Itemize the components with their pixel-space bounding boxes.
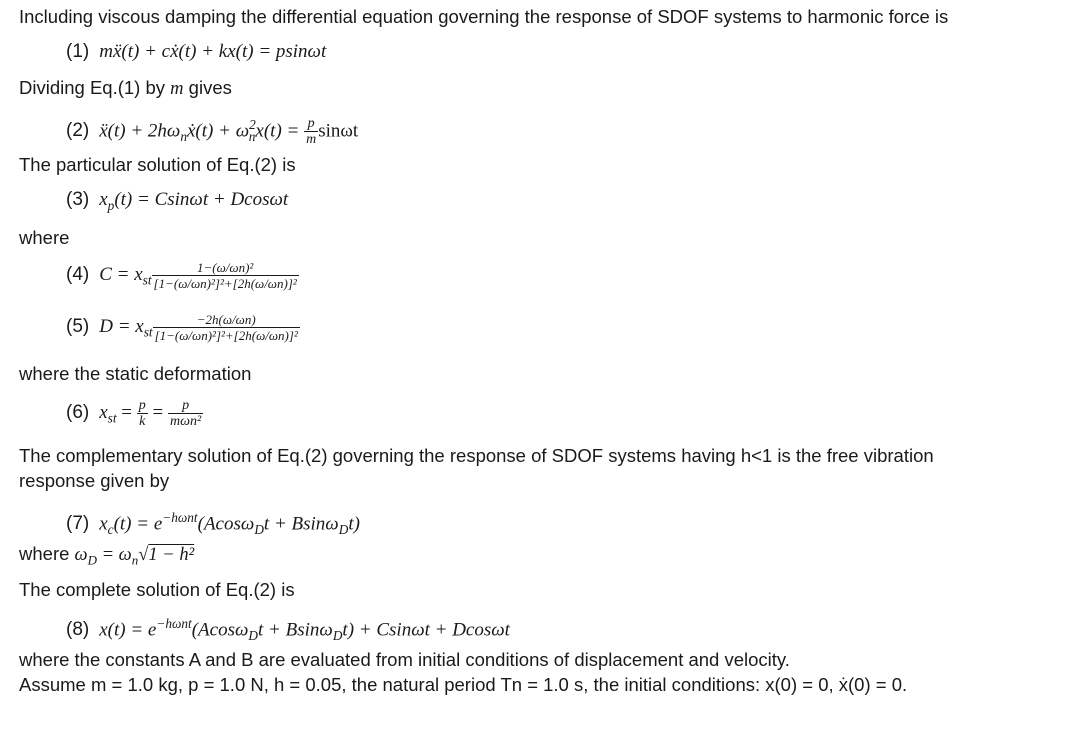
eq6-lhs-sub: st: [107, 410, 117, 426]
omega-d-prefix: where: [19, 543, 75, 564]
eq6-equals-1: =: [116, 401, 137, 423]
eq5-frac-den: [1−(ω/ωn)²]²+[2h(ω/ωn)]²: [154, 328, 298, 343]
eq6-lhs: x: [99, 401, 108, 423]
equation-number: (4): [66, 263, 90, 285]
complementary-text-2: response given by: [19, 470, 170, 491]
eq4-fraction: [152, 260, 299, 291]
equation-number: (8): [66, 619, 90, 641]
equation-1: [66, 39, 326, 65]
eq4-frac-num: 1−(ω/ωn)²: [197, 260, 254, 275]
eq8-rhs: (Acosω: [191, 619, 249, 641]
eq2-lhs2: ẋ(t) + ω: [187, 120, 250, 142]
eq2-frac-num: p: [307, 116, 315, 132]
eq8-exp: −hωnt: [156, 616, 192, 631]
equation-3: [66, 187, 288, 219]
eq7-rhs3: t): [348, 513, 360, 535]
equation-7: [66, 505, 360, 543]
divide-var: m: [170, 79, 184, 99]
eq4-frac-den: [1−(ω/ωn)²]²+[2h(ω/ωn)]²: [153, 276, 297, 291]
eq6-f1-den: k: [137, 413, 148, 429]
equation-number: (6): [66, 401, 90, 423]
static-text: where the static deformation: [19, 363, 252, 384]
equation-2: [66, 112, 358, 150]
eq7-rhs: (Acosω: [197, 513, 255, 535]
eq2-lhs3: x(t) =: [255, 120, 305, 142]
eq7-rhs2-sub: D: [338, 522, 349, 538]
eq6-f2-den: mωn²: [169, 414, 202, 429]
equation-8: [66, 611, 510, 649]
eq6-fraction-2: [168, 398, 203, 429]
eq2-fraction: [304, 116, 318, 147]
equation-4: [66, 260, 299, 294]
eq6-equals-2: =: [147, 401, 168, 423]
equation-number: (2): [66, 120, 90, 142]
eq2-rhs: sinωt: [318, 120, 359, 142]
omega-d-mid: = ω: [96, 545, 132, 565]
omega-d-definition: [19, 542, 194, 573]
divide-prefix: Dividing Eq.(1) by: [19, 77, 171, 98]
eq6-f2-num: p: [182, 398, 190, 413]
eq8-lhs: x(t) = e: [99, 619, 157, 641]
eq8-rhs2-sub: D: [332, 628, 343, 644]
constants-text: where the constants A and B are evaluated from initial conditions of displacement and velocity.: [19, 649, 790, 670]
eq7-lhs-sub: c: [107, 522, 114, 538]
omega-d-mid-sub: n: [131, 552, 139, 568]
intro-text: Including viscous damping the differential equation governing the response of SDOF systems to harmonic force is: [19, 6, 949, 27]
eq4-lhs-sub: st: [142, 272, 152, 288]
omega-d-lhs: ω: [74, 545, 88, 565]
equation-number: (1): [66, 41, 90, 62]
eq5-frac-num: −2h(ω/ωn): [196, 312, 256, 327]
eq6-f1-num: p: [138, 398, 146, 413]
eq5-fraction: [153, 312, 300, 343]
eq2-lhs2-sup: 2: [249, 117, 256, 132]
eq7-mid: (t) = e: [113, 513, 163, 535]
eq3-x: x: [99, 189, 108, 210]
eq2-frac-den: m: [306, 132, 317, 148]
eq2-lhs: ẍ(t) + 2hω: [99, 120, 181, 142]
eq2-lhs2-sub: n: [248, 129, 256, 145]
divide-text: [19, 76, 232, 101]
equation-6: [66, 398, 203, 432]
eq8-rhs-sub: D: [248, 628, 259, 644]
eq7-rhs-sub: D: [254, 522, 264, 538]
omega-d-radicand: 1 − h²: [148, 545, 195, 565]
eq5-lhs-sub: st: [143, 324, 153, 340]
eq6-fraction-1: [137, 398, 148, 429]
equation-number: (3): [66, 189, 90, 210]
equation-5: [66, 312, 300, 346]
equation-number: (5): [66, 315, 90, 337]
where-text: where: [19, 227, 70, 248]
eq7-lhs: x: [99, 513, 108, 535]
eq7-rhs2: t + Bsinω: [263, 513, 339, 535]
sqrt-icon: √: [138, 545, 149, 565]
divide-suffix: gives: [183, 77, 232, 98]
eq3-expr: (t) = Csinωt + Dcosωt: [114, 189, 289, 210]
equation-number: (7): [66, 513, 90, 535]
eq4-lhs: C = x: [99, 263, 143, 285]
eq5-lhs: D = x: [99, 315, 144, 337]
complementary-text-1: The complementary solution of Eq.(2) governing the response of SDOF systems having h<1 is the free vibration: [19, 445, 934, 466]
eq8-rhs2: t + Bsinω: [258, 619, 333, 641]
eq8-rhs3: t) + Csinωt + Dcosωt: [342, 619, 510, 641]
eq7-exp: −hωnt: [162, 510, 198, 525]
assume-text: Assume m = 1.0 kg, p = 1.0 N, h = 0.05, the natural period Tn = 1.0 s, the initial conditions: x(0) = 0, ẋ(0) = 0.: [19, 674, 908, 695]
complete-text: The complete solution of Eq.(2) is: [19, 579, 295, 600]
eq3-x-sub: p: [107, 197, 115, 213]
omega-d-lhs-sub: D: [87, 552, 97, 568]
equation-expr: mẍ(t) + cẋ(t) + kx(t) = psinωt: [99, 41, 327, 62]
eq2-lhs-sub: n: [180, 129, 187, 145]
particular-text: The particular solution of Eq.(2) is: [19, 154, 296, 175]
